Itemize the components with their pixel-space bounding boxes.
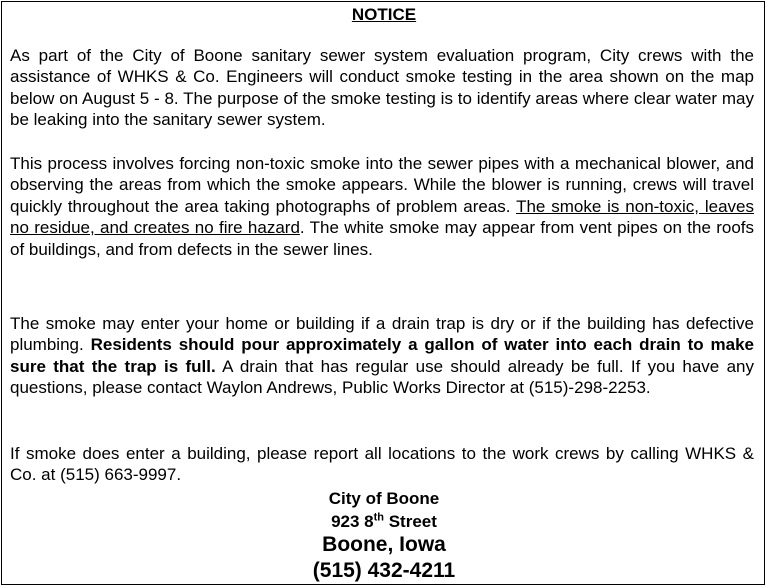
paragraph-3-bold: Residents should pour approximately a gallon of water into each drain to make sure that the trap is full.: [10, 335, 755, 376]
address-street: Street: [384, 512, 437, 531]
signature-phone: (515) 432-4211: [312, 559, 456, 582]
address-suffix: th: [373, 511, 384, 524]
paragraph-3-text-a: The smoke may enter your home or building if a drain trap is dry or if the building has defective plumbing.: [10, 314, 754, 355]
paragraph-2-underlined: The smoke is non-toxic, leaves no residue, and creates no fire hazard: [10, 196, 754, 238]
notice-title: NOTICE: [351, 5, 417, 24]
address-number: 923 8: [331, 512, 374, 531]
paragraph-3: [10, 313, 754, 399]
paragraph-2: [10, 153, 754, 260]
signature-address: [0, 512, 768, 532]
paragraph-2-text-b: . The white smoke may appear from vent pipes on the roofs of buildings, and from defects in the sewer lines.: [10, 218, 755, 259]
paragraph-1: As part of the City of Boone sanitary sewer system evaluation program, City crews with the assistance of WHKS & Co. Engineers will conduct smoke testing in the area shown on the map below on August 5 - 8. The purpose of the smoke testing is to identify areas where clear water may be leaking into the sanitary sewer system.: [10, 46, 754, 130]
paragraph-2-text-a: This process involves forcing non-toxic smoke into the sewer pipes with a mechanical blower, and observing the areas from which the smoke appears. While the blower is running, crews will travel quickly throughout the area taking photographs of problem areas.: [10, 154, 754, 216]
paragraph-4: If smoke does enter a building, please report all locations to the work crews by calling WHKS & Co. at (515) 663-9997.: [10, 444, 754, 485]
signature-city: Boone, Iowa: [322, 533, 446, 556]
paragraph-3-text-b: A drain that has regular use should already be full. If you have any questions, please contact Waylon Andrews, Public Works Director at (515)-298-2253.: [10, 356, 754, 398]
signature-name: City of Boone: [328, 489, 440, 508]
